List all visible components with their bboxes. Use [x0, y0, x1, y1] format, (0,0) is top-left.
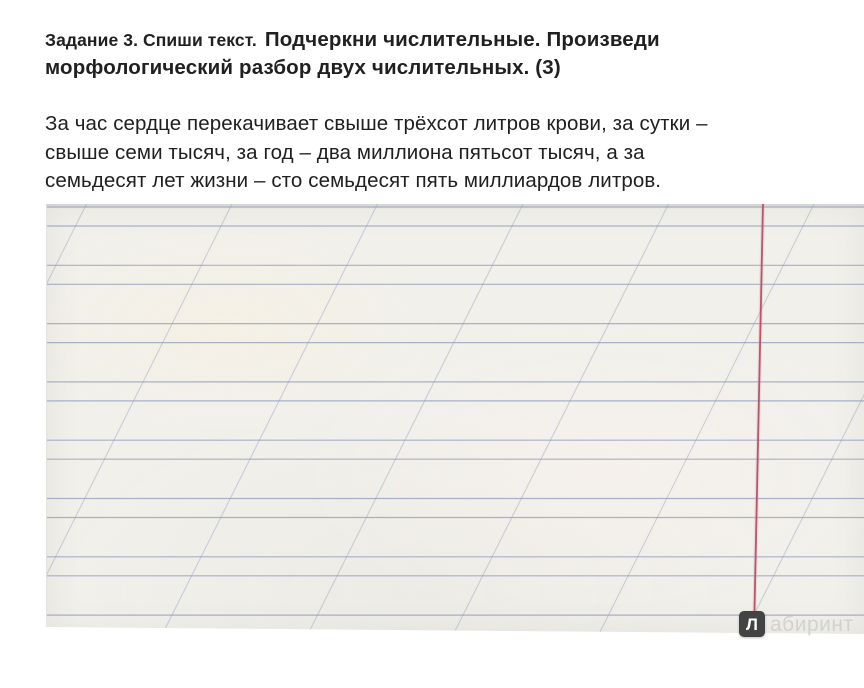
notebook-photo: [46, 204, 864, 634]
labirint-logo-badge: [739, 611, 765, 637]
task-instruction-part-1: Подчеркни числительные. Произведи: [264, 28, 660, 51]
labirint-logo-letter: Л: [746, 614, 758, 634]
task-heading-line-1: [45, 26, 660, 54]
passage-line: свыше семи тысяч, за год – два миллиона пятьсот тысяч, а за: [45, 140, 645, 164]
labirint-watermark-text: абиринт: [770, 613, 854, 636]
passage-line: За час сердце перекачивает свыше трёхсот литров крови, за сутки –: [45, 112, 708, 135]
labirint-watermark: [739, 611, 854, 637]
task-heading-line-2: [45, 54, 660, 82]
task-heading: [45, 26, 660, 82]
task-passage: [45, 110, 708, 196]
notebook-ruling: [47, 204, 864, 634]
task-label: Задание 3. Спиши текст.: [45, 30, 257, 50]
task-instruction-part-2: морфологический разбор двух числительных. (3): [45, 56, 561, 79]
passage-line: семьдесят лет жизни – сто семьдесят пять миллиардов литров.: [45, 169, 662, 193]
